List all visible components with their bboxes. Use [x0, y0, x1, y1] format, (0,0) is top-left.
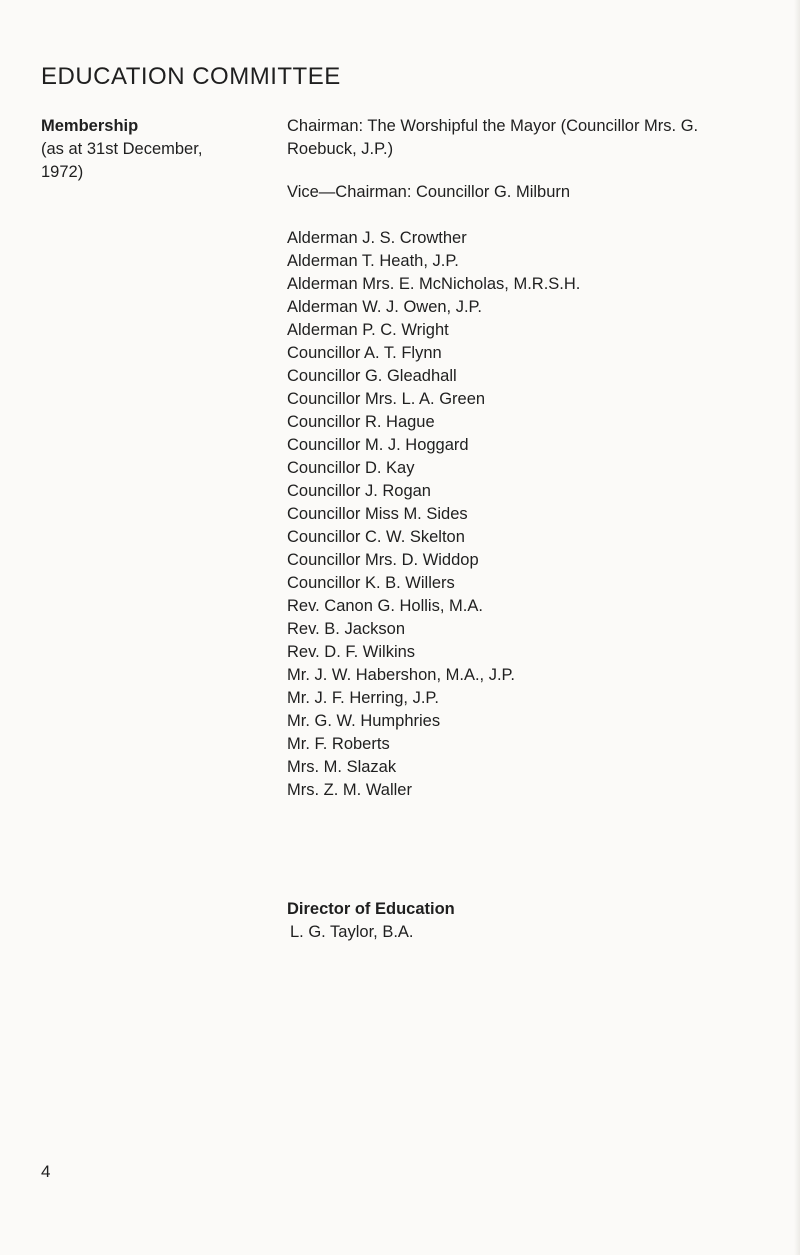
- member-item: Mr. J. F. Herring, J.P.: [287, 689, 439, 707]
- members-list: [287, 227, 797, 802]
- member-item: Councillor R. Hague: [287, 413, 435, 431]
- vice-chairman-line: Vice—Chairman: Councillor G. Milburn: [287, 183, 571, 201]
- member-item: Rev. D. F. Wilkins: [287, 643, 416, 661]
- member-item: Councillor J. Rogan: [287, 482, 431, 500]
- member-item: Mr. F. Roberts: [287, 735, 390, 753]
- director-section: [287, 898, 455, 944]
- member-item: Alderman W. J. Owen, J.P.: [287, 298, 483, 316]
- chairman-line: Chairman: The Worshipful the Mayor (Councillor Mrs. G. Roebuck, J.P.): [287, 117, 699, 158]
- member-item: Mrs. M. Slazak: [287, 758, 397, 776]
- page-edge-shadow: [794, 0, 800, 1255]
- member-item: Alderman J. S. Crowther: [287, 229, 467, 247]
- member-item: Councillor A. T. Flynn: [287, 344, 442, 362]
- member-item: Mr. J. W. Habershon, M.A., J.P.: [287, 666, 516, 684]
- member-item: Alderman T. Heath, J.P.: [287, 252, 459, 270]
- page-number: 4: [41, 1162, 51, 1181]
- member-item: Councillor C. W. Skelton: [287, 528, 465, 546]
- member-item: Mrs. Z. M. Waller: [287, 781, 412, 799]
- page-title: EDUCATION COMMITTEE: [41, 63, 341, 90]
- member-item: Councillor D. Kay: [287, 459, 415, 477]
- member-item: Alderman Mrs. E. McNicholas, M.R.S.H.: [287, 275, 581, 293]
- member-item: Rev. Canon G. Hollis, M.A.: [287, 597, 483, 615]
- membership-date-note: (as at 31st December, 1972): [41, 140, 203, 181]
- member-item: Councillor Miss M. Sides: [287, 505, 468, 523]
- director-label: Director of Education: [287, 900, 455, 918]
- member-item: Councillor Mrs. D. Widdop: [287, 551, 479, 569]
- member-item: Councillor G. Gleadhall: [287, 367, 457, 385]
- director-name: L. G. Taylor, B.A.: [290, 923, 414, 941]
- membership-sidebar: [41, 115, 251, 184]
- committee-membership: [287, 115, 797, 802]
- membership-label: Membership: [41, 117, 139, 135]
- member-item: Councillor K. B. Willers: [287, 574, 455, 592]
- member-item: Alderman P. C. Wright: [287, 321, 449, 339]
- member-item: Mr. G. W. Humphries: [287, 712, 441, 730]
- member-item: Councillor M. J. Hoggard: [287, 436, 469, 454]
- member-item: Councillor Mrs. L. A. Green: [287, 390, 486, 408]
- member-item: Rev. B. Jackson: [287, 620, 405, 638]
